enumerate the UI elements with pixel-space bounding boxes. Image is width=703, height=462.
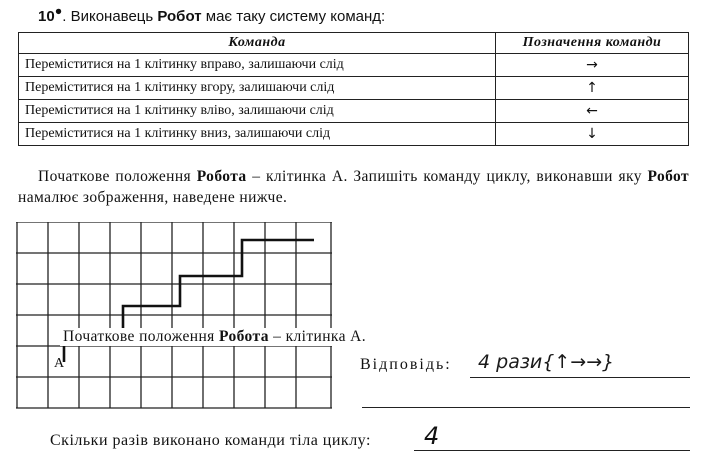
- instruction-part3: намалює зображення, наведене нижче.: [18, 189, 288, 206]
- command-symbol: →: [496, 54, 689, 77]
- grid-lines: [16, 222, 332, 408]
- start-note-part1: Початкове положення: [63, 328, 219, 345]
- instruction-robot: Робота: [196, 168, 247, 185]
- robot-grid: [16, 222, 334, 410]
- cell-label-a: A: [54, 356, 65, 371]
- command-text: Переміститися на 1 клітинку вліво, залишаючи слід: [19, 100, 496, 123]
- commands-table: [18, 32, 689, 146]
- task-intro-pre: . Виконавець: [62, 8, 158, 25]
- table-row: [19, 54, 689, 77]
- task-number-dot: ●: [54, 4, 63, 18]
- start-note-robot: Робота: [218, 328, 269, 345]
- instruction-paragraph: [18, 166, 689, 208]
- table-row: [19, 100, 689, 123]
- command-text: Переміститися на 1 клітинку вниз, залишаючи слід: [19, 123, 496, 146]
- header-symbol: Позначення команди: [496, 33, 689, 54]
- task-robot: Робот: [157, 8, 202, 25]
- answer-line-2: [362, 407, 690, 408]
- loop-count-answer: 4: [424, 422, 440, 450]
- start-position-note: [60, 328, 369, 346]
- loop-answer-line: [414, 450, 690, 451]
- instruction-robot2: Робот: [647, 168, 690, 185]
- command-text: Переміститися на 1 клітинку вправо, залишаючи слід: [19, 54, 496, 77]
- command-symbol: ←: [496, 100, 689, 123]
- table-row: [19, 123, 689, 146]
- task-number: 10: [38, 8, 55, 25]
- answer-line-1: [470, 377, 690, 378]
- task-header: [38, 4, 385, 25]
- command-text: Переміститися на 1 клітинку вгору, залишаючи слід: [19, 77, 496, 100]
- answer-label: Відповідь:: [360, 356, 452, 373]
- loop-count-question: Скільки разів виконано команди тіла циклу:: [50, 432, 371, 449]
- answer-handwritten: 4 рази{↑→→}: [478, 351, 615, 373]
- table-row: [19, 77, 689, 100]
- header-command: Команда: [19, 33, 496, 54]
- instruction-part1: Початкове положення: [38, 168, 197, 185]
- command-symbol: ↑: [496, 77, 689, 100]
- start-note-part2: – клітинка А.: [268, 328, 367, 345]
- command-symbol: ↓: [496, 123, 689, 146]
- instruction-part2: – клітинка А. Запишіть команду циклу, виконавши яку: [246, 168, 648, 185]
- task-intro-post: має таку систему команд:: [201, 8, 386, 25]
- commands-table-header: [19, 33, 689, 54]
